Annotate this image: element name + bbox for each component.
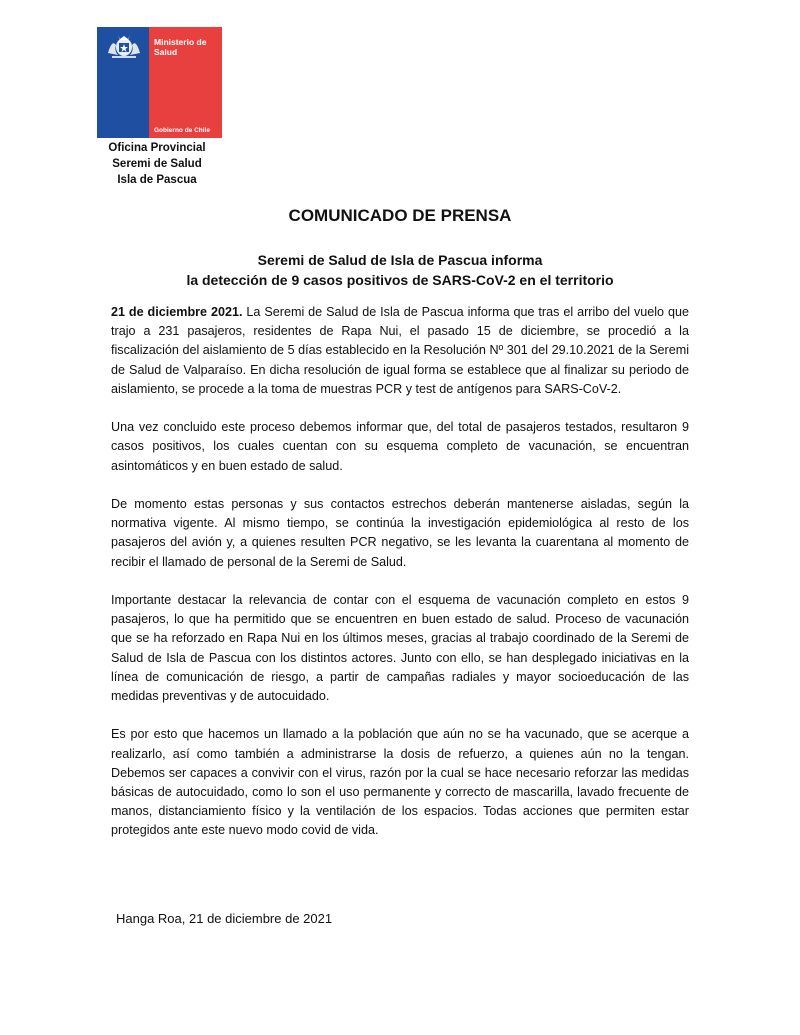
subtitle-line-2: la detección de 9 casos positivos de SARS-CoV-2 en el territorio <box>186 272 614 288</box>
office-name <box>97 140 217 188</box>
release-date: 21 de diciembre 2021. <box>111 305 243 319</box>
ministry-logo <box>97 27 222 138</box>
logo-ministry-text: Ministerio de Salud <box>154 37 207 57</box>
subtitle-line-1: Seremi de Salud de Isla de Pascua informa <box>257 252 543 268</box>
chile-coat-of-arms-icon <box>104 31 144 61</box>
paragraph-3: De momento estas personas y sus contactos estrechos deberán mantenerse aisladas, según la normativa vigente. Al mismo tiempo, se continúa la investigación epidemiológica al resto de los pasajeros del avión y, a quienes resulten PCR negativo, se les levanta la cuarentana al momento de recibir el llamado de personal de la Seremi de Salud. <box>111 497 689 569</box>
office-line-3: Isla de Pascua <box>117 174 197 186</box>
paragraph-2: Una vez concluido este proceso debemos informar que, del total de pasajeros testados, resultaron 9 casos positivos, los cuales cuentan con su esquema completo de vacunación, se encuentran asintomáticos y en buen estado de salud. <box>111 420 689 473</box>
paragraph-1-text: La Seremi de Salud de Isla de Pascua informa que tras el arribo del vuelo que trajo a 231 pasajeros, residentes de Rapa Nui, el pasado 15 de diciembre, se procedió a la fiscalización del aislamiento de 5 días establecido en la Resolución Nº 301 del 29.10.2021 de la Seremi de Salud de Valparaíso. En dicha resolución de igual forma se establece que al finalizar su periodo de aislamiento, se procede a la toma de muestras PCR y test de antígenos para SARS-CoV-2. <box>111 305 689 396</box>
office-line-1: Oficina Provincial <box>108 142 206 154</box>
logo-red-panel <box>149 27 222 138</box>
paragraph-4: Importante destacar la relevancia de contar con el esquema de vacunación completo en estos 9 pasajeros, lo que ha permitido que se encuentren en buen estado de salud. Proceso de vacunación que se ha reforzado en Rapa Nui en los últimos meses, gracias al trabajo coordinado de la Seremi de Salud de Isla de Pascua con los distintos actores. Junto con ello, se han desplegado iniciativas en la línea de comunicación de riesgo, a partir de campañas radiales y mayor socioeducación de las medidas preventivas y de autocuidado. <box>111 593 689 704</box>
logo-government-text: Gobierno de Chile <box>154 127 210 134</box>
paragraph-5: Es por esto que hacemos un llamado a la población que aún no se ha vacunado, que se acerque a realizarlo, así como también a administrarse la dosis de refuerzo, a quienes aún no la tengan. Debemos ser capaces a convivir con el virus, razón por la cual se hace necesario reforzar las medidas básicas de autocuidado, como lo son el uso permanente y correcto de mascarilla, lavado frecuente de manos, distanciamiento físico y la ventilación de los espacios. Todas acciones que permiten estar protegidos ante este nuevo modo covid de vida. <box>111 727 689 838</box>
place-and-date: Hanga Roa, 21 de diciembre de 2021 <box>116 911 333 926</box>
paragraph-1 <box>111 303 689 399</box>
document-subtitle <box>0 250 800 290</box>
logo-blue-panel <box>97 27 149 138</box>
press-release-body <box>111 303 689 860</box>
document-title: COMUNICADO DE PRENSA <box>288 206 512 225</box>
office-line-2: Seremi de Salud <box>112 158 202 170</box>
